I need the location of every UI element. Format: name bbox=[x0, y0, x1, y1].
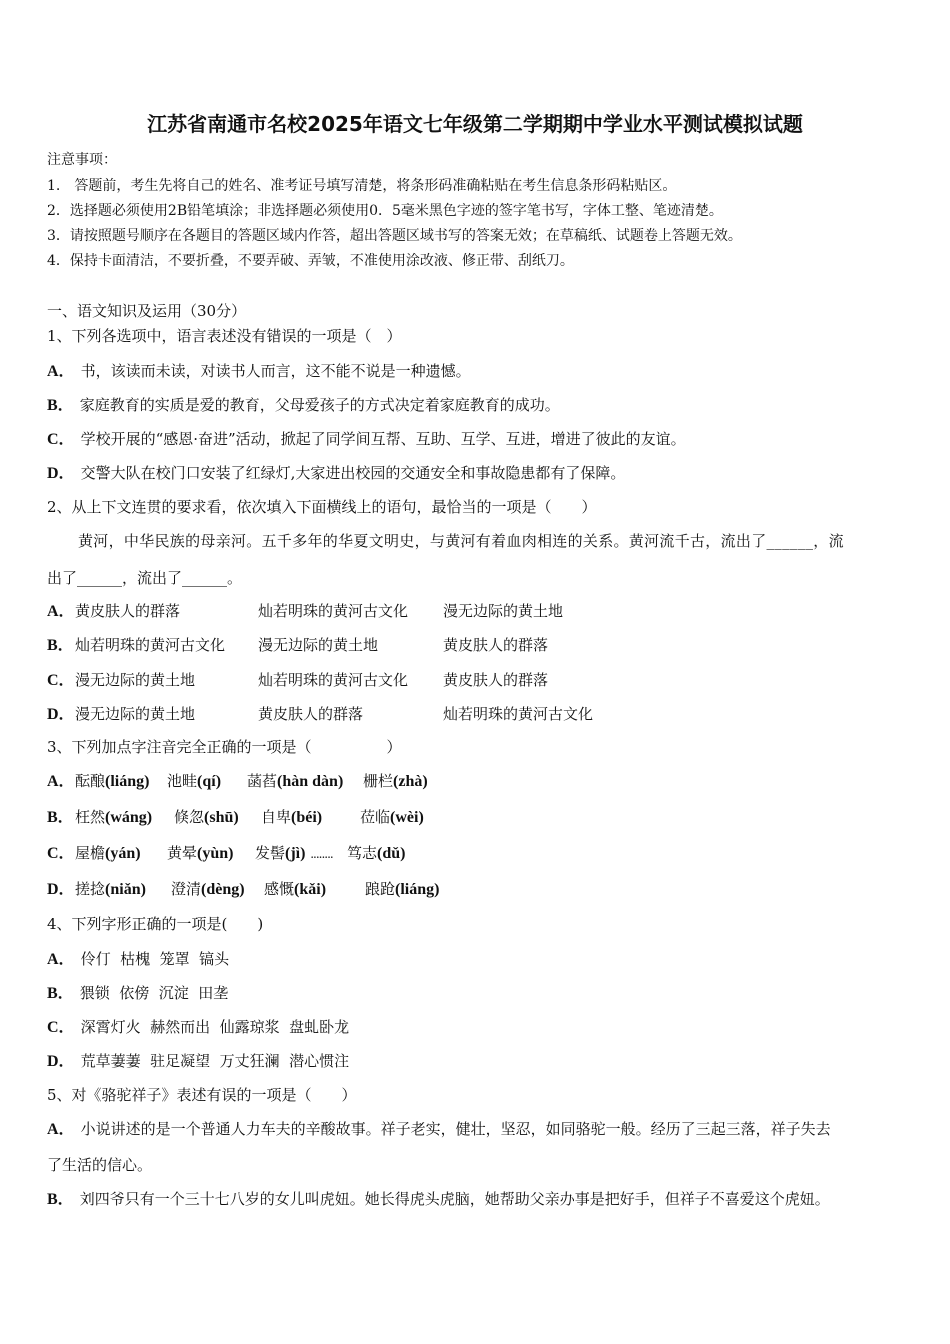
q5-option-b bbox=[47, 1189, 830, 1210]
word: 酝酿 bbox=[75, 772, 106, 790]
word: 黄晕 bbox=[167, 844, 198, 862]
word: 笃志 bbox=[347, 844, 378, 862]
q3-option-b bbox=[47, 807, 424, 828]
option-label: D． bbox=[47, 706, 75, 723]
option-label: C． bbox=[47, 672, 75, 689]
option-label: D． bbox=[47, 1053, 75, 1070]
word: 池畦 bbox=[167, 772, 198, 790]
q1-option-a bbox=[47, 361, 471, 382]
pinyin: (dèng) bbox=[201, 881, 245, 898]
option-item: 漫无边际的黄土地 bbox=[75, 705, 196, 723]
q1-option-c bbox=[47, 429, 686, 450]
q2-option-c bbox=[47, 670, 549, 691]
option-label: A． bbox=[47, 603, 75, 620]
option-item: 灿若明珠的黄河古文化 bbox=[258, 602, 409, 620]
option-label: A． bbox=[47, 1121, 75, 1138]
word: 屋檐 bbox=[75, 844, 106, 862]
question-2-stem: 2、从上下文连贯的要求看，依次填入下面横线上的语句，最恰当的一项是（ ） bbox=[47, 498, 597, 516]
option-label: B． bbox=[47, 637, 74, 654]
word: 澄清 bbox=[171, 880, 202, 898]
pinyin: (liáng) bbox=[105, 773, 150, 790]
option-text: 伶仃 枯槐 笼罩 镐头 bbox=[80, 950, 230, 968]
note-item: 3．请按照题号顺序在各题目的答题区域内作答，超出答题区域书写的答案无效；在草稿纸、试题卷上答题无效。 bbox=[47, 228, 742, 244]
q4-option-a bbox=[47, 949, 229, 970]
dots: ........ bbox=[310, 847, 333, 861]
q5-option-a bbox=[47, 1119, 831, 1140]
pinyin: (zhà) bbox=[393, 773, 428, 790]
option-label: B． bbox=[47, 809, 74, 826]
section-heading: 一、语文知识及运用（30分） bbox=[47, 302, 247, 320]
question-3-stem: 3、下列加点字注音完全正确的一项是（ ） bbox=[47, 738, 402, 756]
page-title: 江苏省南通市名校2025年语文七年级第二学期期中学业水平测试模拟试题 bbox=[147, 112, 803, 136]
pinyin: (shū) bbox=[204, 809, 239, 826]
option-item: 黄皮肤人的群落 bbox=[75, 602, 181, 620]
q2-passage: 出了______，流出了______。 bbox=[47, 569, 243, 587]
pinyin: (niǎn) bbox=[105, 881, 146, 898]
q2-option-a bbox=[47, 601, 564, 622]
option-item: 灿若明珠的黄河古文化 bbox=[443, 705, 594, 723]
pinyin: (yán) bbox=[105, 845, 141, 862]
note-item: 4．保持卡面清洁，不要折叠，不要弄破、弄皱，不准使用涂改液、修正带、刮纸刀。 bbox=[47, 253, 574, 269]
word: 发髻 bbox=[255, 844, 286, 862]
option-item: 黄皮肤人的群落 bbox=[443, 671, 549, 689]
option-label: B． bbox=[47, 397, 74, 414]
pinyin: (dǔ) bbox=[377, 845, 406, 862]
q5-option-a-cont: 了生活的信心。 bbox=[47, 1156, 153, 1174]
q3-option-d bbox=[47, 879, 440, 900]
pinyin: (qí) bbox=[197, 773, 222, 790]
option-item: 漫无边际的黄土地 bbox=[443, 602, 564, 620]
q2-passage: 黄河，中华民族的母亲河。五千多年的华夏文明史，与黄河有着血肉相连的关系。黄河流千古，流出了______，流 bbox=[78, 532, 844, 550]
option-item: 黄皮肤人的群落 bbox=[443, 636, 549, 654]
word: 栅栏 bbox=[363, 772, 394, 790]
option-label: C． bbox=[47, 1019, 75, 1036]
option-label: D． bbox=[47, 881, 75, 898]
word: 菡萏 bbox=[247, 772, 278, 790]
pinyin: (wèi) bbox=[390, 809, 424, 826]
option-text: 荒草萋萋 驻足凝望 万丈狂澜 潜心惯注 bbox=[80, 1052, 350, 1070]
word: 感慨 bbox=[264, 880, 295, 898]
pinyin: (yùn) bbox=[197, 845, 234, 862]
q1-option-b bbox=[47, 395, 560, 416]
pinyin: (kǎi) bbox=[294, 881, 327, 898]
pinyin: (béi) bbox=[291, 809, 323, 826]
note-item: 1. 答题前，考生先将自己的姓名、准考证号填写清楚，将条形码准确粘贴在考生信息条形码粘贴区。 bbox=[47, 178, 677, 194]
option-text: 交警大队在校门口安装了红绿灯,大家进出校园的交通安全和事故隐患都有了保障。 bbox=[80, 464, 626, 482]
word: 自卑 bbox=[261, 808, 292, 826]
option-text: 刘四爷只有一个三十七八岁的女儿叫虎妞。她长得虎头虎脑，她帮助父亲办事是把好手，但祥子不喜爱这个虎妞。 bbox=[79, 1190, 830, 1208]
word: 枉然 bbox=[75, 808, 106, 826]
pinyin: (liáng) bbox=[395, 881, 440, 898]
word: 踉跄 bbox=[365, 880, 396, 898]
option-label: A． bbox=[47, 951, 75, 968]
option-text: 猥锁 依傍 沉淀 田垄 bbox=[79, 984, 229, 1002]
option-text: 小说讲述的是一个普通人力车夫的辛酸故事。祥子老实，健壮，坚忍，如同骆驼一般。经历了三起三落，祥子失去 bbox=[80, 1120, 831, 1138]
word: 搓捻 bbox=[75, 880, 106, 898]
q4-option-b bbox=[47, 983, 228, 1004]
option-item: 黄皮肤人的群落 bbox=[258, 705, 364, 723]
word: 倏忽 bbox=[174, 808, 205, 826]
option-text: 深霄灯火 赫然而出 仙露琼浆 盘虬卧龙 bbox=[80, 1018, 350, 1036]
option-item: 漫无边际的黄土地 bbox=[258, 636, 379, 654]
option-text: 学校开展的“感恩·奋进”活动，掀起了同学间互帮、互助、互学、互进，增进了彼此的友谊。 bbox=[80, 430, 686, 448]
option-label: D． bbox=[47, 465, 75, 482]
option-label: B． bbox=[47, 985, 74, 1002]
q4-option-c bbox=[47, 1017, 349, 1038]
option-item: 灿若明珠的黄河古文化 bbox=[75, 636, 226, 654]
option-item: 漫无边际的黄土地 bbox=[75, 671, 196, 689]
option-label: C． bbox=[47, 431, 75, 448]
q3-option-a bbox=[47, 771, 428, 792]
question-5-stem: 5、对《骆驼祥子》表述有误的一项是（ ） bbox=[47, 1086, 357, 1104]
option-text: 书，该读而未读，对读书人而言，这不能不说是一种遗憾。 bbox=[80, 362, 471, 380]
option-label: A． bbox=[47, 773, 75, 790]
q3-option-c bbox=[47, 843, 406, 864]
pinyin: (hàn dàn) bbox=[277, 773, 344, 790]
note-item: 2．选择题必须使用2B铅笔填涂；非选择题必须使用0．5毫米黑色字迹的签字笔书写，字体工整、笔迹清楚。 bbox=[47, 203, 723, 219]
notes-heading: 注意事项： bbox=[47, 152, 117, 168]
word: 莅临 bbox=[360, 808, 391, 826]
question-4-stem: 4、下列字形正确的一项是( ) bbox=[47, 915, 264, 933]
option-label: A． bbox=[47, 363, 75, 380]
option-text: 家庭教育的实质是爱的教育，父母爱孩子的方式决定着家庭教育的成功。 bbox=[79, 396, 560, 414]
pinyin: (jì) bbox=[285, 845, 306, 862]
q2-option-b bbox=[47, 635, 549, 656]
pinyin: (wáng) bbox=[105, 809, 153, 826]
question-1-stem: 1、下列各选项中，语言表述没有错误的一项是（ ） bbox=[47, 327, 402, 345]
q4-option-d bbox=[47, 1051, 349, 1072]
option-label: C． bbox=[47, 845, 75, 862]
option-item: 灿若明珠的黄河古文化 bbox=[258, 671, 409, 689]
q1-option-d bbox=[47, 463, 625, 484]
q2-option-d bbox=[47, 704, 594, 725]
option-label: B． bbox=[47, 1191, 74, 1208]
